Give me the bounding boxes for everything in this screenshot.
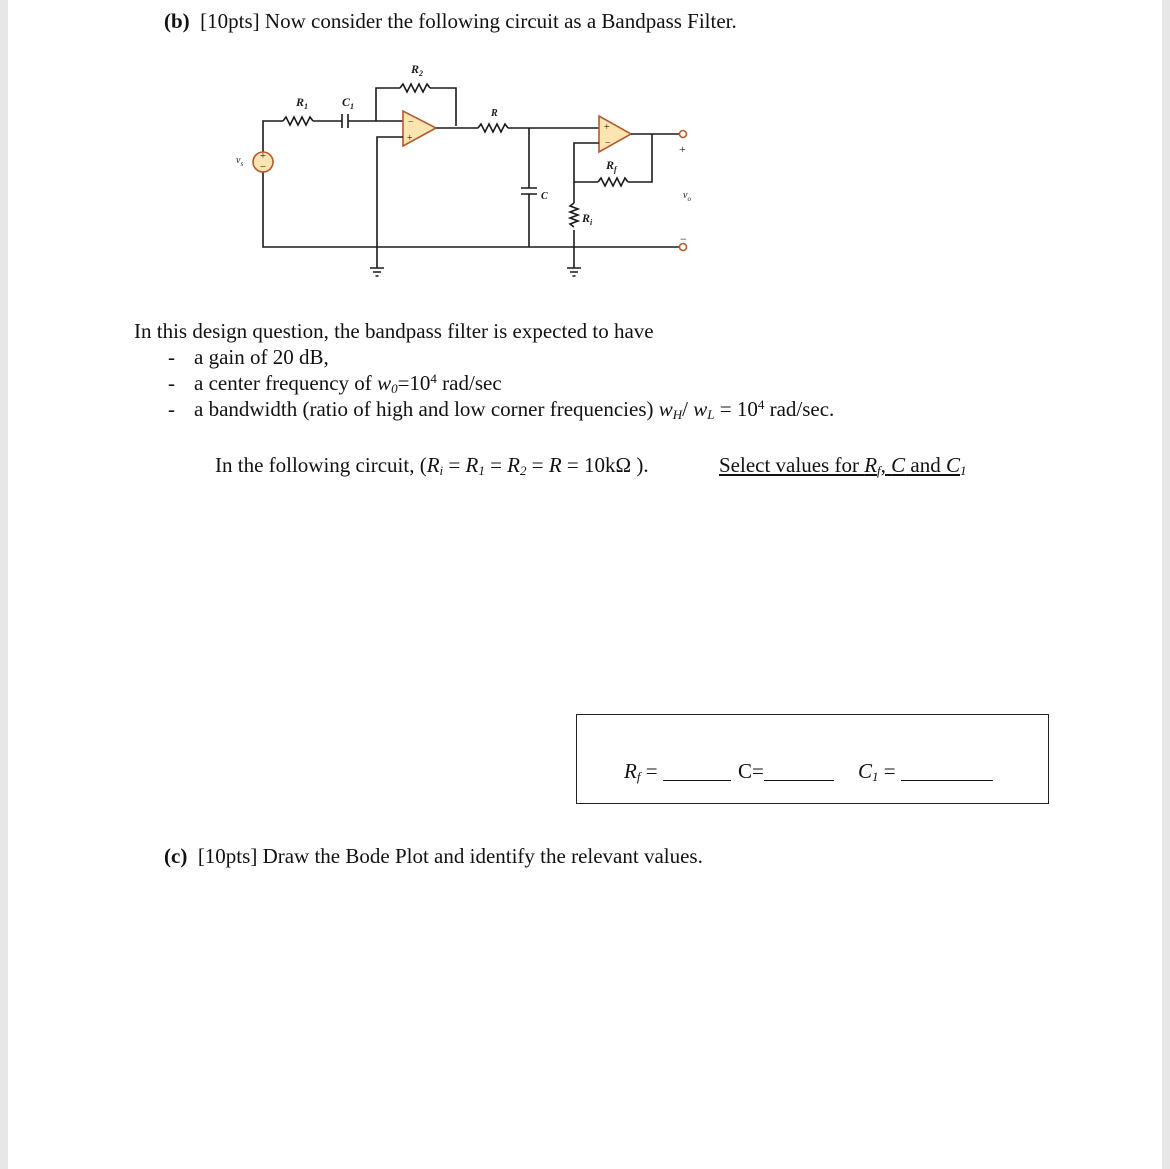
bandpass-circuit-diagram	[218, 55, 718, 290]
vo-plus: +	[679, 142, 686, 156]
vo-label: $v_o$	[683, 190, 691, 203]
part-b-label: (b)	[164, 9, 190, 33]
part-c-text: Draw the Bode Plot and identify the relevant values.	[262, 844, 703, 868]
part-b-points: [10pts]	[200, 9, 260, 33]
bullet-dash-3: -	[168, 397, 175, 421]
rf-blank[interactable]	[663, 762, 731, 781]
c-label: C	[541, 191, 548, 202]
part-c-points: [10pts]	[197, 844, 258, 868]
c-blank[interactable]	[764, 762, 834, 781]
part-b-text: Now consider the following circuit as a Bandpass Filter.	[264, 9, 737, 33]
opamp2-minus: −	[605, 138, 611, 149]
vs-label: $v_s$	[236, 155, 244, 168]
bullet-bandwidth: a bandwidth (ratio of high and low corner frequencies) $w_H/$ $w_L = 10^4$ rad/sec.	[194, 397, 835, 422]
c1-blank[interactable]	[901, 762, 993, 781]
vs-plus: +	[259, 150, 267, 162]
vs-minus: −	[259, 161, 267, 173]
ri-label: $R_i$	[582, 211, 593, 227]
r1-label: $R_1$	[296, 95, 309, 111]
select-values-instruction: Select values for $R_f$, C and $C_1$	[719, 453, 967, 478]
bullet-gain: a gain of 20 dB,	[194, 345, 329, 369]
part-c-label: (c)	[164, 844, 188, 868]
part-c-heading	[164, 844, 703, 869]
c1-label: $C_1$	[342, 95, 355, 111]
r2-label: $R_2$	[411, 62, 424, 78]
bullet-dash-2: -	[168, 371, 175, 395]
given-values: In the following circuit, ($R_i = R_1 = R_2 = R = 10k\Omega$ ).	[215, 453, 649, 478]
opamp1-minus: −	[408, 117, 414, 128]
rf-label: $R_f$	[606, 158, 617, 174]
part-b-heading	[164, 9, 737, 34]
answer-box	[576, 714, 1049, 804]
design-intro: In this design question, the bandpass filter is expected to have	[134, 319, 654, 343]
c1-answer: $C_1$ =	[858, 759, 993, 784]
rf-answer: $R_f$ =	[624, 759, 731, 784]
bullet-center-frequency: a center frequency of $w_0=10^4$ rad/sec	[194, 371, 502, 396]
opamp2-plus: +	[604, 122, 610, 133]
opamp1-plus: +	[407, 133, 413, 144]
vo-minus: −	[680, 232, 687, 246]
bullet-dash-1: -	[168, 345, 175, 369]
c-answer: C=	[738, 759, 834, 784]
document-page	[8, 0, 1162, 1169]
r-label: R	[491, 108, 498, 119]
